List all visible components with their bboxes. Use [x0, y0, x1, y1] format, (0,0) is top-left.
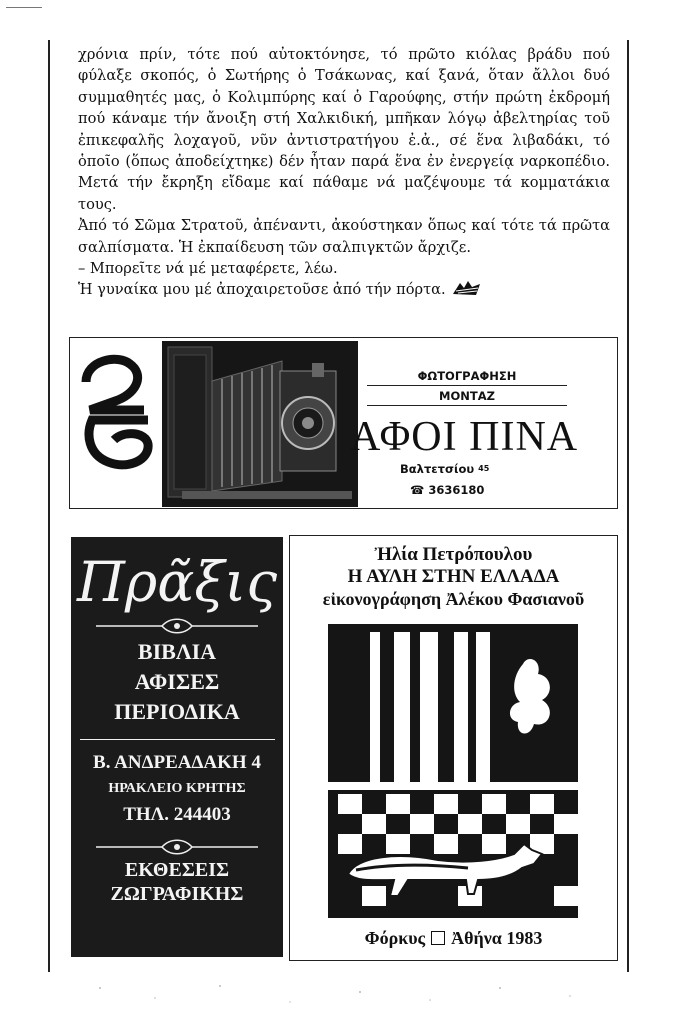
product-magazines: ΠΕΡΙΟΔΙΚΑ	[114, 699, 240, 724]
article-closing-line: Ἡ γυναίκα μου μέ ἀποχαιρετοῦσε ἀπό τήν πόρτα.	[78, 281, 446, 299]
studio-brand-name: ΑΦΟΙ ΠΙΝΑ	[350, 414, 579, 460]
studio-phone	[410, 483, 484, 497]
courtyard-illustration	[328, 624, 578, 918]
vintage-camera-photo	[162, 341, 358, 507]
publication-place-year: Ἀθήνα 1983	[451, 928, 543, 948]
product-books: ΒΙΒΛΙΑ	[137, 639, 217, 664]
product-posters: ΑΦΙΣΕΣ	[134, 669, 220, 694]
ornament-divider-icon	[92, 836, 262, 858]
left-column-rule	[48, 40, 50, 972]
praxis-bookstore-ad	[71, 537, 283, 957]
service-photography: ΦΩΤΟΓΡΑΦΗΣΗ	[367, 366, 567, 386]
bookstore-name: Πρᾶξις	[76, 550, 278, 614]
publisher-name: Φόρκυς	[364, 928, 426, 948]
article-paragraph: – Μπορεῖτε νά μέ μεταφέρετε, λέω.	[78, 260, 338, 278]
article-paragraph: Ἀπό τό Σῶμα Στρατοῦ, ἀπέναντι, ἀκούστηκαν ὅπως καί τότε τά πρῶτα σαλπίσματα. Ἡ ἐκπαίδευση τῶν σαλπιγκτῶν ἄρχιζε.	[78, 217, 610, 256]
article-paragraph-last	[78, 279, 610, 303]
paper-speckle	[60, 980, 620, 1010]
telephone-icon: ☎	[410, 483, 425, 497]
bookstore-city: ΗΡΑΚΛΕΙΟ ΚΡΗΤΗΣ	[108, 781, 246, 796]
square-separator-icon	[431, 931, 445, 945]
book-author: Ἠλία Πετρόπουλου	[374, 544, 533, 565]
studio-address	[400, 462, 489, 476]
right-column-rule	[627, 40, 629, 972]
exhibitions-line-2: ΖΩΓΡΑΦΙΚΗΣ	[110, 883, 244, 905]
end-of-story-icon	[452, 279, 482, 303]
service-montage: ΜΟΝΤΑΖ	[367, 386, 567, 406]
bookstore-address: Β. ΑΝΔΡΕΑΔΑΚΗ 4	[93, 752, 261, 773]
page-corner-mark	[6, 7, 42, 8]
article-paragraph: χρόνια πρίν, τότε πού αὐτοκτόνησε, τό πρῶτο κιόλας βράδυ πού φύλαξε σκοπός, ὁ Σωτήρης ὁ Τσάκωνας, καί ξανά, ὅταν ἄλλοι δυό συμμαθητές μας, ὁ Κολιμπύρης καί ὁ Γαρούφης, στήν πρώτη ἐκδρομή πού κάναμε τήν ἄνοιξη στή Χαλκιδική, μπῆκαν λόγῳ ἀβελτηρίας τοῦ ἐπικεφαλῆς λοχαγοῦ, νῦν ἀντιστρατήγου ἐ.ἀ., σέ ἕνα λιβαδάκι, τό ὁποῖο (ὅπως ἀποδείχτηκε) δέν ἦταν παρά ἕνα ἐν ἐνεργείᾳ ναρκοπέδιο. Μετά τήν ἔκρηξη εἴδαμε καί πάθαμε νά μαζέψουμε τά κομματάκια τους.	[78, 46, 610, 213]
ornament-divider-icon	[92, 615, 262, 637]
book-illustrator: εἰκονογράφηση Ἀλέκου Φασιανοῦ	[322, 589, 585, 609]
bookstore-phone: ΤΗΛ. 244403	[123, 804, 231, 825]
divider-line	[80, 739, 275, 740]
services-list	[367, 366, 567, 406]
street-name: Βαλτετσίου	[400, 462, 475, 476]
book-publisher-line	[290, 928, 617, 949]
studio-logo-mark	[78, 352, 158, 474]
photography-ad	[69, 337, 618, 509]
book-title: Η ΑΥΛΗ ΣΤΗΝ ΕΛΛΑΔΑ	[347, 566, 560, 587]
article-text	[78, 44, 610, 304]
exhibitions-line-1: ΕΚΘΕΣΕΙΣ	[124, 859, 230, 881]
phone-number: 3636180	[428, 483, 485, 497]
street-number: 45	[478, 464, 490, 473]
book-ad	[289, 535, 618, 961]
